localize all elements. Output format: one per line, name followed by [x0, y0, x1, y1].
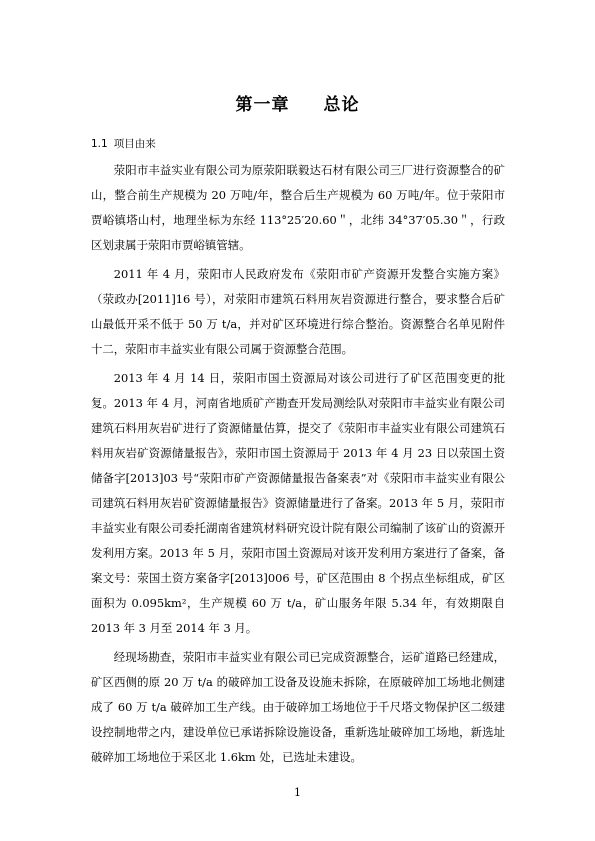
section-number: 1.1 — [91, 138, 108, 150]
chapter-name: 总论 — [323, 95, 360, 115]
paragraph: 经现场勘查，荥阳市丰益实业有限公司已完成资源整合，运矿道路已经建成，矿区西侧的原 20 万 t/a 的破碎加工设备及设施未拆除，在原破碎加工场地北侧建成了 60 万 t/a 破碎加工生产线。由于破碎加工场地位于千尺塔文物保护区二级建设控制地带之内，建设单位已承诺拆除设施设备，重新选址破碎加工场地，新选址破碎加工场地位于采区北 1.6km 处，已选址未建设。 — [91, 650, 505, 764]
chapter-number: 第一章 — [235, 95, 290, 115]
page-number: 1 — [294, 786, 301, 799]
paragraph: 荥阳市丰益实业有限公司为原荥阳联毅达石材有限公司三厂进行资源整合的矿山，整合前生产规模为 20 万吨/年，整合后生产规模为 60 万吨/年。位于荥阳市贾峪镇塔山村，地理坐标为东经 113°25′20.60＂，北纬 34°37′05.30＂，行政区划隶属于荥阳市贾峪镇管辖。 — [91, 163, 505, 252]
paragraph: 2011 年 4 月，荥阳市人民政府发布《荥阳市矿产资源开发整合实施方案》（荥政办[2011]16 号），对荥阳市建筑石料用灰岩资源进行整合，要求整合后矿山最低开采不低于 50 万 t/a，并对矿区环境进行综合整治。资源整合名单见附件十二，荥阳市丰益实业有限公司属于资源整合范围。 — [91, 267, 505, 356]
paragraph: 2013 年 4 月 14 日，荥阳市国土资源局对该公司进行了矿区范围变更的批复。2013 年 4 月，河南省地质矿产勘查开发局测绘队对荥阳市丰益实业有限公司建筑石料用灰岩矿进行了资源储量估算，提交了《荥阳市丰益实业有限公司建筑石料用灰岩矿资源储量报告》，荥阳市国土资源局于 2013 年 4 月 23 日以荥国土资储备字[2013]03 号“荥阳市矿产资源储量报告备案表”对《荥阳市丰益实业有限公司建筑石料用灰岩矿资源储量报告》资源储量进行了备案。2013 年 5 月，荥阳市丰益实业有限公司委托湖南省建筑材料研究设计院有限公司编制了该矿山的资源开发利用方案。2013 年 5 月，荥阳市国土资源局对该开发利用方案进行了备案，备案文号：荥国土资方案备字[2013]006 号，矿区范围由 8 个拐点坐标组成，矿区面积为 0.095km²，生产规模 60 万 t/a，矿山服务年限 5.34 年，有效期限自 2013 年 3 月至 2014 年 3 月。 — [91, 371, 505, 635]
body-text — [91, 158, 505, 774]
section-heading — [91, 136, 156, 151]
chapter-title — [0, 90, 595, 115]
section-title: 项目由来 — [113, 138, 156, 150]
